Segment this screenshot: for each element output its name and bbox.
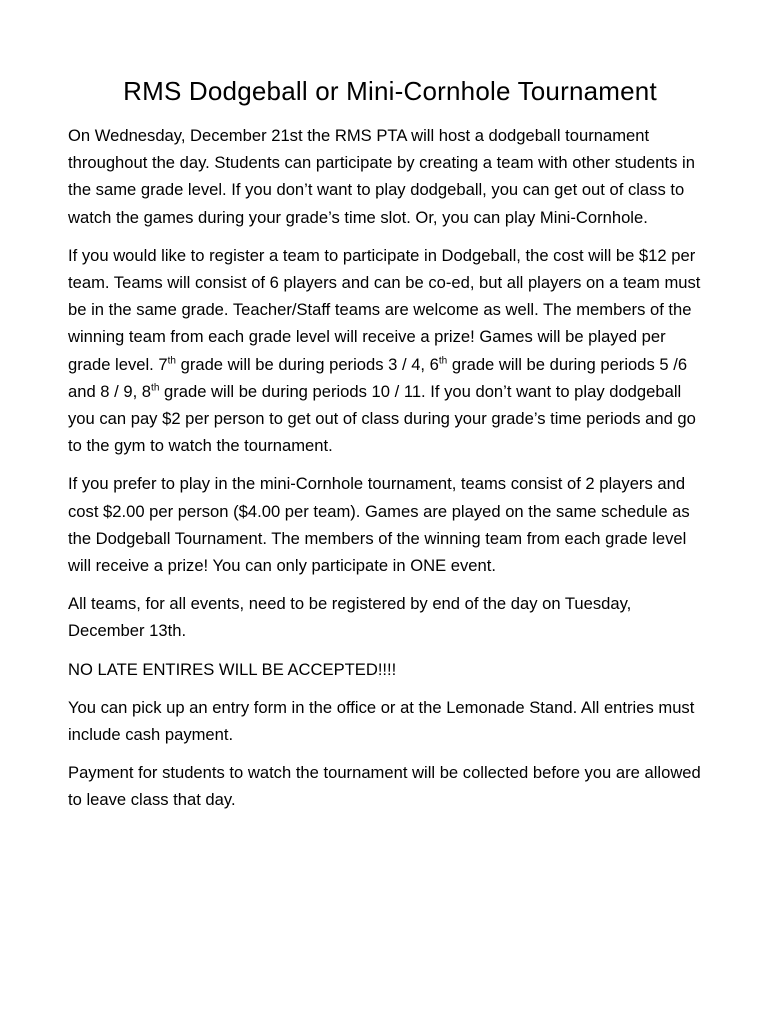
paragraph-entry-form-info: You can pick up an entry form in the office or at the Lemonade Stand. All entries must include cash payment. — [68, 697, 695, 745]
paragraph-payment-info: Payment for students to watch the tournament will be collected before you are allowed to leave class that day. — [68, 763, 701, 810]
dodgeball-text-part-1: If you would like to register a team to participate in Dodgeball, the cost will be $12 per team. Teams will consist of 6 players and can be co-ed, but all players on a team must be in the same grade. Teacher/Staff teams are welcome as well. The members of the winning team from each grade level will receive a prize! Games will be played per grade level. 7 — [68, 245, 701, 374]
paragraph-late-entries-notice: NO LATE ENTIRES WILL BE ACCEPTED!!!! — [68, 659, 397, 679]
ordinal-suffix-8th: th — [151, 382, 160, 394]
paragraph-event-overview: On Wednesday, December 21st the RMS PTA will host a dodgeball tournament throughout the day. Students can participate by creating a team with other students in the same grade level. If you don’t want to play dodgeball, you can get out of class to watch the games during your grade’s time slot. Or, you can play Mini-Cornhole. — [68, 126, 695, 227]
paragraph-dodgeball-details — [68, 242, 710, 460]
ordinal-suffix-6th: th — [438, 355, 448, 367]
document-title: RMS Dodgeball or Mini-Cornhole Tournament — [123, 76, 657, 106]
dodgeball-text-part-2: grade will be during periods 3 / 4, 6 — [175, 354, 439, 374]
dodgeball-text-part-4: grade will be during periods 10 / 11. If you don’t want to play dodgeball you can pay $2 per person to get out of class during your grade’s time periods and go to the gym to watch the tournament. — [68, 381, 696, 456]
ordinal-suffix-7th: th — [167, 355, 176, 367]
dodgeball-text-part-3: grade will be during periods 5 /6 and 8 / 9, 8 — [68, 354, 688, 401]
paragraph-registration-deadline: All teams, for all events, need to be registered by end of the day on Tuesday, December 13th. — [68, 594, 632, 641]
paragraph-cornhole-details: If you prefer to play in the mini-Cornhole tournament, teams consist of 2 players and cost $2.00 per person ($4.00 per team). Games are played on the same schedule as the Dodgeball Tournament. The members of the winning team from each grade level will receive a prize! You can only participate in ONE event. — [68, 474, 690, 576]
